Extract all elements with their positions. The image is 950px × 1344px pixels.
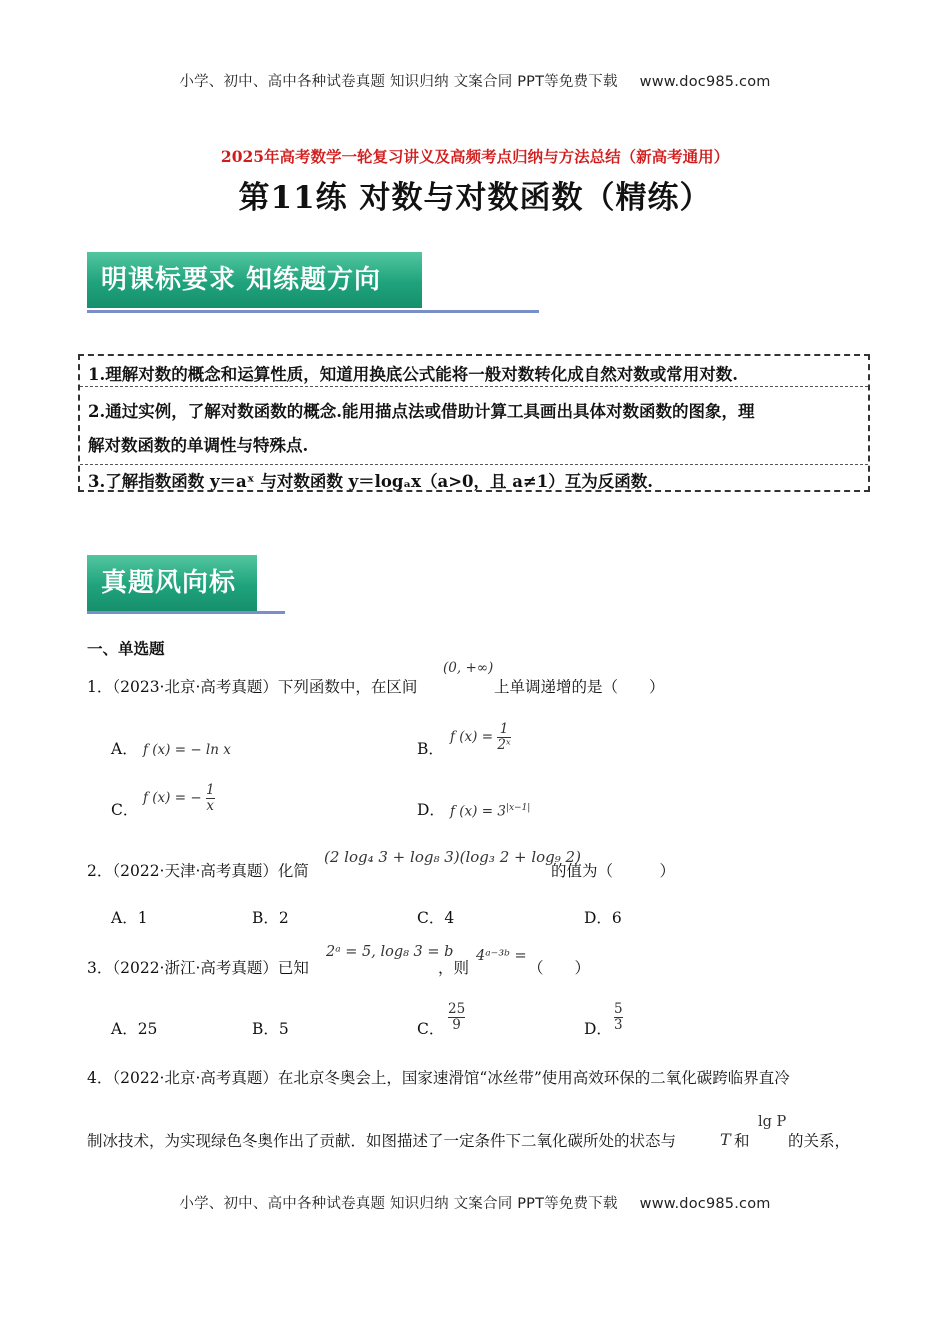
fraction-denominator: 3 xyxy=(614,1017,623,1033)
document-subtitle: 2025年高考数学一轮复习讲义及高频考点归纳与方法总结（新高考通用） xyxy=(220,147,730,166)
question-3-stem: 3．（2022·浙江·高考真题）已知 xyxy=(87,959,309,977)
question-1-interval: (0, +∞) xyxy=(443,660,494,676)
fraction-numerator: 1 xyxy=(205,782,215,798)
q2-option-a[interactable]: A．1 xyxy=(111,909,148,927)
option-a-formula: f (x) = − ln x xyxy=(143,742,231,758)
question-4-line-1: 4．（2022·北京·高考真题）在北京冬奥会上，国家速滑馆“冰丝带”使用高效环保的二氧化碳跨临界直冷 xyxy=(87,1069,790,1087)
symbol-t: T xyxy=(720,1130,731,1149)
page-header xyxy=(0,70,950,91)
question-3-tail: （ ） xyxy=(528,959,591,977)
option-a-label[interactable]: A． xyxy=(111,740,138,758)
option-d-lhs: f (x) = 3 xyxy=(450,803,506,820)
question-4-line-2: 制冰技术，为实现绿色冬奥作出了贡献．如图描述了一定条件下二氧化碳所处的状态与 xyxy=(87,1132,677,1150)
objective-2-continued: 解对数函数的单调性与特殊点. xyxy=(88,436,309,455)
fraction xyxy=(614,1002,623,1033)
objectives-divider xyxy=(80,386,868,387)
objectives-divider xyxy=(80,464,868,465)
option-d-formula xyxy=(450,803,530,820)
option-b-label[interactable]: B． xyxy=(417,740,444,758)
page-footer xyxy=(0,1192,950,1213)
banner-underline xyxy=(87,611,285,614)
q3-option-d-label[interactable]: D． xyxy=(584,1020,612,1038)
objective-2: 2.通过实例，了解对数函数的概念.能用描点法或借助计算工具画出具体对数函数的图象，理 xyxy=(88,402,755,421)
option-c-formula xyxy=(143,783,215,814)
fraction-numerator: 1 xyxy=(499,721,509,737)
question-3-target: 4ᵃ⁻³ᵇ = xyxy=(476,948,527,964)
option-c-label[interactable]: C． xyxy=(111,801,139,819)
question-3-mid: ，则 xyxy=(438,959,470,977)
question-1-tail: 上单调递增的是（ ） xyxy=(494,678,665,696)
question-1-stem: 1．（2023·北京·高考真题）下列函数中，在区间 xyxy=(87,678,418,696)
footer-site-link[interactable]: www.doc985.com xyxy=(639,1196,771,1212)
objective-3: 3.了解指数函数 y＝aˣ 与对数函数 y＝logₐx（a>0，且 a≠1）互为反函数. xyxy=(88,472,653,491)
question-4-tail: 的关系， xyxy=(788,1132,851,1150)
symbol-lgp: lg P xyxy=(758,1114,787,1130)
option-b-lhs: f (x) = xyxy=(450,729,494,745)
header-text: 小学、初中、高中各种试卷真题 知识归纳 文案合同 PPT等免费下载 xyxy=(179,74,618,90)
q2-option-b[interactable]: B．2 xyxy=(252,909,289,927)
document-title: 第11练 对数与对数函数（精练） xyxy=(238,180,712,216)
fraction-numerator: 25 xyxy=(448,1001,466,1017)
option-b-formula xyxy=(450,722,511,753)
option-c-fraction xyxy=(206,783,215,814)
footer-text: 小学、初中、高中各种试卷真题 知识归纳 文案合同 PPT等免费下载 xyxy=(179,1196,618,1212)
q3-option-b[interactable]: B．5 xyxy=(252,1020,289,1038)
q3-option-c-label[interactable]: C． xyxy=(417,1020,445,1038)
fraction-denominator: 2ˣ xyxy=(497,737,511,753)
q3-option-a[interactable]: A．25 xyxy=(111,1020,158,1038)
q3-option-c-fraction xyxy=(448,1002,465,1033)
question-2-stem: 2．（2022·天津·高考真题）化简 xyxy=(87,862,309,880)
question-2-tail: 的值为（ ） xyxy=(551,862,676,880)
section-banner-requirements: 明课标要求 知练题方向 xyxy=(87,252,422,308)
question-4-and: 和 xyxy=(734,1132,750,1150)
fraction-denominator: x xyxy=(206,798,215,814)
option-b-fraction xyxy=(497,722,510,753)
question-2-expression: (2 log₄ 3 + log₈ 3)(log₃ 2 + log₉ 2) xyxy=(324,848,581,866)
objective-1: 1.理解对数的概念和运算性质，知道用换底公式能将一般对数转化成自然对数或常用对数. xyxy=(88,365,738,384)
question-3-given: 2ᵃ = 5, log₈ 3 = b xyxy=(326,944,454,960)
fraction xyxy=(448,1002,465,1033)
section-heading: 一、单选题 xyxy=(87,639,165,658)
option-c-lhs: f (x) = − xyxy=(143,790,202,806)
q3-option-d-fraction xyxy=(614,1002,623,1033)
q2-option-d[interactable]: D．6 xyxy=(584,909,622,927)
option-d-label[interactable]: D． xyxy=(417,801,445,819)
option-d-exponent: |x−1| xyxy=(505,803,531,813)
fraction-denominator: 9 xyxy=(452,1017,461,1033)
header-site-link[interactable]: www.doc985.com xyxy=(639,74,771,90)
section-banner-real-exams: 真题风向标 xyxy=(87,555,257,611)
q2-option-c[interactable]: C．4 xyxy=(417,909,455,927)
banner-underline xyxy=(87,310,539,313)
fraction-numerator: 5 xyxy=(614,1001,623,1017)
